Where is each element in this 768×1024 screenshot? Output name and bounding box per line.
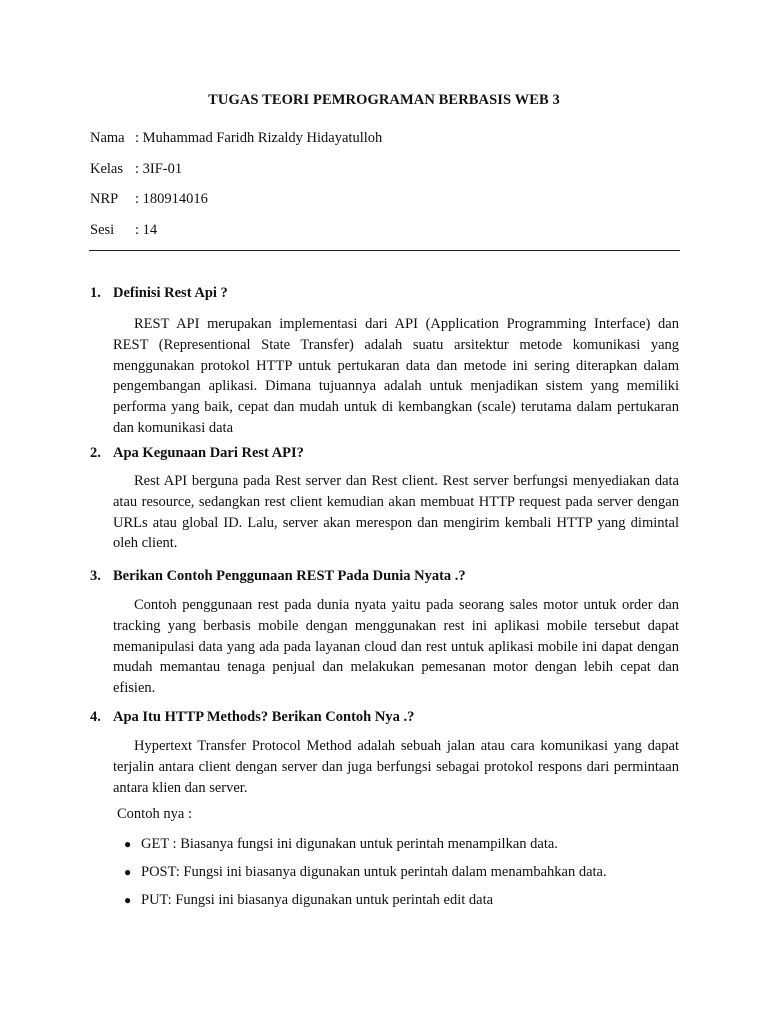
document-title: TUGAS TEORI PEMROGRAMAN BERBASIS WEB 3 [208,92,560,108]
info-value: : 180914016 [135,191,208,207]
bullet-icon: ● [124,865,132,879]
info-label: Sesi [90,222,115,238]
answer-paragraph-1: REST API merupakan implementasi dari API (Application Programming Interface) dan REST (Representional State Transfer) adalah suatu arsitektur metode komunikasi yang menggunakan protokol HTTP untuk pertukaran data dan metode ini sering diterapkan dalam pengembangan aplikasi. Dimana tujuannya adalah untuk menjadikan sistem yang memiliki performa yang baik, cepat dan mudah untuk di kembangkan (scale) terutama dalam pertukaran dan komunikasi data [113,316,679,436]
info-value: : Muhammad Faridh Rizaldy Hidayatulloh [135,130,383,146]
example-list-item [124,864,607,881]
bullet-icon: ● [124,893,132,907]
question-text: Apa Kegunaan Dari Rest API? [113,445,304,461]
info-row-kelas [90,161,182,178]
question-number: 3. [90,568,101,584]
info-value: : 14 [135,222,158,238]
example-list-item [124,836,558,853]
info-value: : 3IF-01 [135,161,183,177]
answer-paragraph-3: Contoh penggunaan rest pada dunia nyata yaitu pada seorang sales motor untuk order dan tracking yang berbasis mobile dengan menggunakan rest ini aplikasi mobile tersebut dapat memanipulasi data yang ada pada layanan cloud dan rest untuk aplikasi mobile ini dapat dengan mudah memantau tenaga penjual dan melakukan pemesanan motor dengan lebih cepat dan efisien. [113,597,679,697]
example-text: POST: Fungsi ini biasanya digunakan untuk perintah dalam menambahkan data. [141,864,607,880]
example-list-item [124,892,493,909]
info-row-sesi [90,222,157,239]
question-number: 2. [90,445,101,461]
answer-paragraph-2: Rest API berguna pada Rest server dan Rest client. Rest server berfungsi menyediakan data atau resource, sedangkan rest client kemudian akan membuat HTTP request pada server dengan URLs atau global ID. Lalu, server akan merespon dan mengirim kembali HTTP yang dimintal oleh client. [113,473,679,552]
example-text: GET : Biasanya fungsi ini digunakan untuk perintah menampilkan data. [141,836,558,852]
question-heading-4 [90,709,414,726]
question-text: Apa Itu HTTP Methods? Berikan Contoh Nya .? [113,709,415,725]
bullet-icon: ● [124,837,132,851]
question-heading-3 [90,568,466,585]
question-text: Berikan Contoh Penggunaan REST Pada Dunia Nyata .? [113,568,466,584]
header-divider [89,250,680,251]
example-text: PUT: Fungsi ini biasanya digunakan untuk perintah edit data [141,892,494,908]
question-heading-1 [90,285,228,302]
info-row-nama [90,130,382,147]
question-text: Definisi Rest Api ? [113,285,228,301]
question-number: 4. [90,709,101,725]
answer-paragraph-4: Hypertext Transfer Protocol Method adalah sebuah jalan atau cara komunikasi yang dapat terjalin antara client dengan server dan juga berfungsi sebagai protokol respons dari permintaan antara klien dan server. [113,738,679,796]
examples-label: Contoh nya : [117,806,192,822]
info-label: Kelas [90,161,124,177]
question-heading-2 [90,445,304,462]
info-label: Nama [90,130,125,146]
info-label: NRP [90,191,119,207]
question-number: 1. [90,285,101,301]
info-row-nrp [90,191,208,208]
